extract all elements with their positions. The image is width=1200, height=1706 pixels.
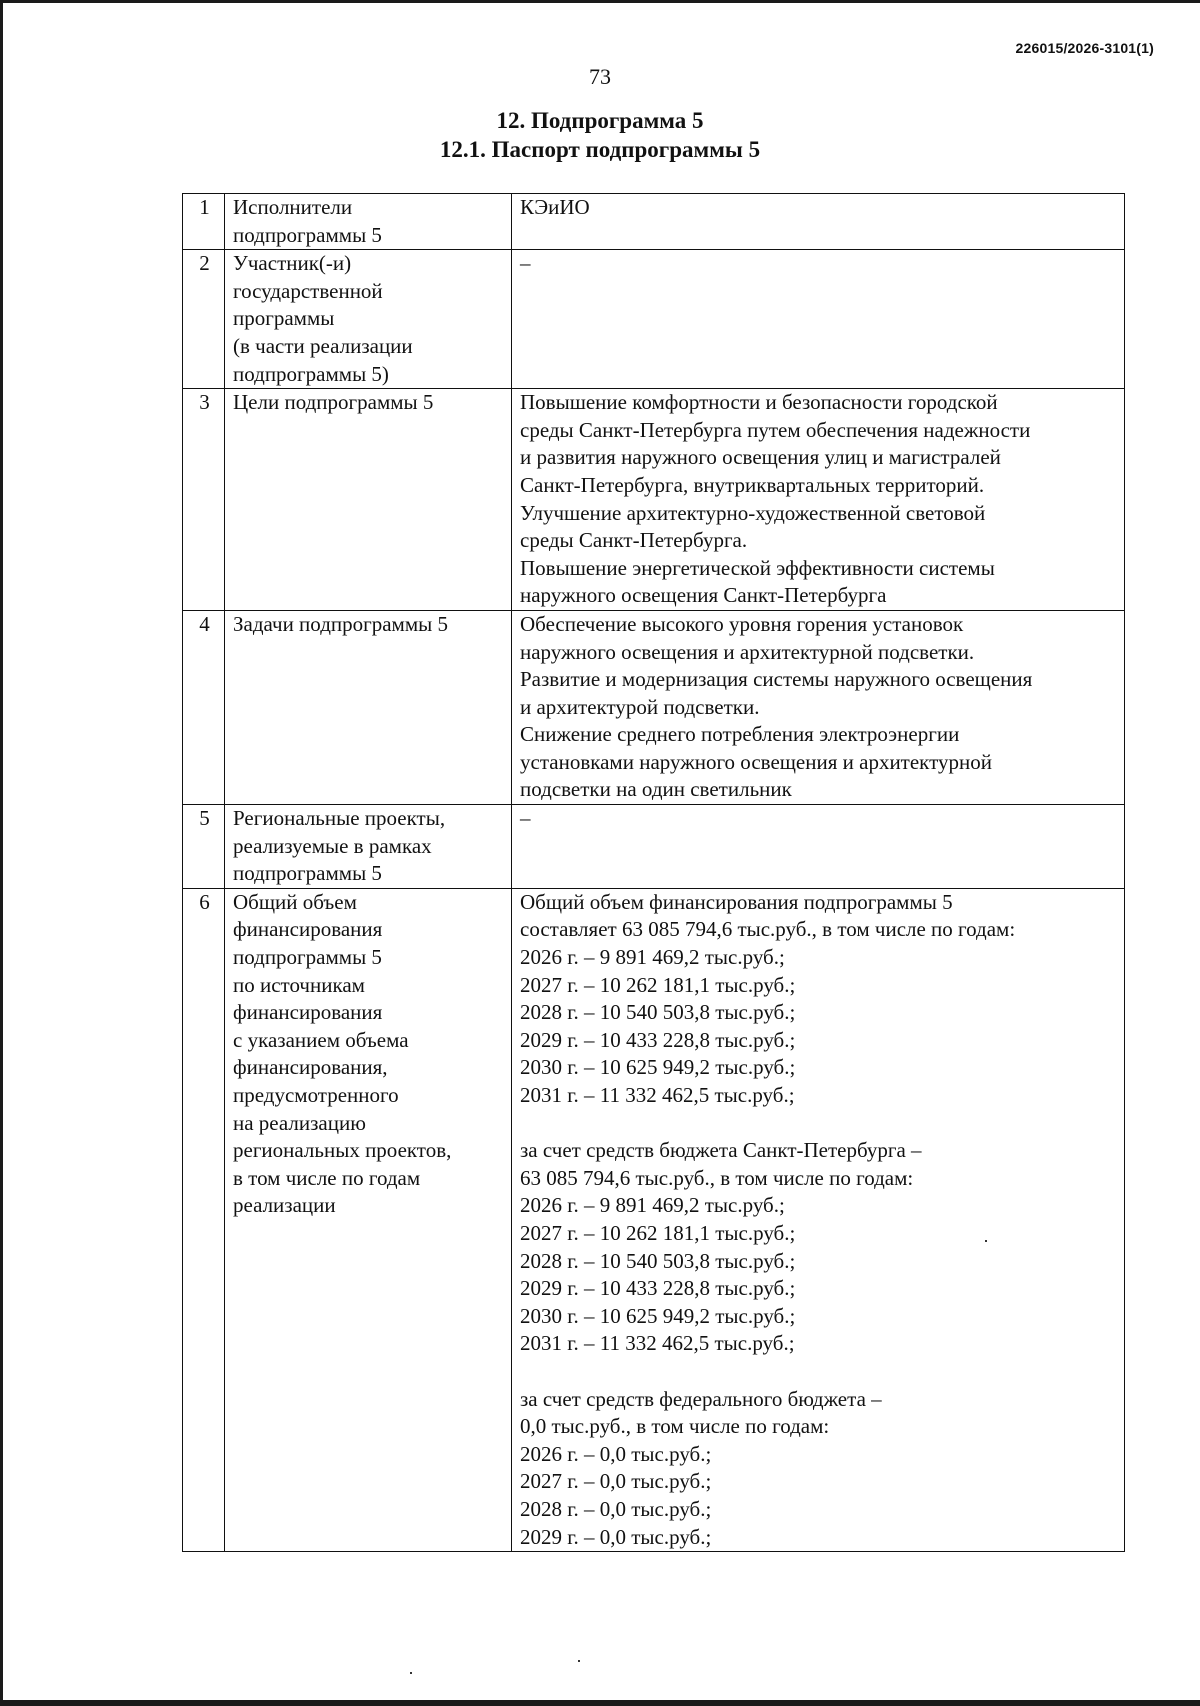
value-line: и архитектурой подсветки. xyxy=(520,694,760,719)
value-line: 0,0 тыс.руб., в том числе по годам: xyxy=(520,1414,830,1439)
value-line: 2028 г. – 10 540 503,8 тыс.руб.; xyxy=(520,1000,796,1025)
passport-row xyxy=(183,610,1125,804)
blank-line xyxy=(520,1110,1118,1138)
row-label xyxy=(225,888,512,1551)
value-line: составляет 63 085 794,6 тыс.руб., в том числе по годам: xyxy=(520,917,1016,942)
row-label xyxy=(225,610,512,804)
label-line: подпрограммы 5 xyxy=(233,222,382,247)
row-value xyxy=(512,194,1125,250)
passport-row xyxy=(183,389,1125,611)
scan-speck xyxy=(410,1672,412,1674)
row-value xyxy=(512,610,1125,804)
label-line: подпрограммы 5 xyxy=(233,945,382,970)
value-line: Санкт-Петербурга, внутриквартальных территорий. xyxy=(520,472,985,497)
section-heading: 12. Подпрограмма 5 xyxy=(496,108,704,133)
label-line: Задачи подпрограммы 5 xyxy=(233,611,448,636)
passport-row xyxy=(183,805,1125,889)
value-line: 2031 г. – 11 332 462,5 тыс.руб.; xyxy=(520,1083,795,1107)
label-line: Региональные проекты, xyxy=(233,806,446,831)
row-value xyxy=(512,888,1125,1551)
value-line: 2029 г. – 10 433 228,8 тыс.руб.; xyxy=(520,1276,796,1301)
scan-speck xyxy=(578,1660,580,1662)
label-line: финансирования xyxy=(233,1000,383,1025)
passport-table-body xyxy=(183,194,1125,1552)
scan-border-top xyxy=(0,0,1200,3)
passport-row xyxy=(183,250,1125,389)
value-line: 63 085 794,6 тыс.руб., в том числе по годам: xyxy=(520,1165,914,1190)
value-line: наружного освещения Санкт-Петербурга xyxy=(520,583,887,608)
value-line: установками наружного освещения и архитектурной xyxy=(520,749,992,774)
label-line: региональных проектов, xyxy=(233,1138,452,1163)
value-line: 2026 г. – 9 891 469,2 тыс.руб.; xyxy=(520,1193,785,1218)
value-line: Обеспечение высокого уровня горения установок xyxy=(520,611,964,636)
row-number: 4 xyxy=(183,610,225,804)
label-line: по источникам xyxy=(233,972,365,997)
row-number: 6 xyxy=(183,888,225,1551)
value-line: за счет средств бюджета Санкт-Петербурга – xyxy=(520,1138,922,1163)
label-line: подпрограммы 5) xyxy=(233,361,389,386)
scan-border-bottom xyxy=(0,1700,1200,1706)
value-line: 2030 г. – 10 625 949,2 тыс.руб.; xyxy=(520,1303,796,1328)
value-line: – xyxy=(520,251,531,276)
value-line: 2030 г. – 10 625 949,2 тыс.руб.; xyxy=(520,1055,796,1080)
label-line: реализации xyxy=(233,1193,336,1218)
row-number: 1 xyxy=(183,194,225,250)
scan-speck xyxy=(985,1240,987,1242)
value-line: Повышение энергетической эффективности системы xyxy=(520,555,995,580)
blank-line xyxy=(520,1358,1118,1386)
label-line: финансирования xyxy=(233,917,383,942)
row-label xyxy=(225,194,512,250)
passport-row xyxy=(183,194,1125,250)
scan-border-left xyxy=(0,0,3,1706)
label-line: на реализацию xyxy=(233,1110,366,1135)
value-line: Улучшение архитектурно-художественной световой xyxy=(520,500,986,525)
row-value xyxy=(512,805,1125,889)
value-line: 2027 г. – 10 262 181,1 тыс.руб.; xyxy=(520,1220,796,1245)
value-line: КЭиИО xyxy=(520,195,590,219)
row-number: 3 xyxy=(183,389,225,611)
document-number: 226015/2026-3101(1) xyxy=(1015,40,1154,56)
value-line: подсветки на один светильник xyxy=(520,777,792,802)
row-number: 5 xyxy=(183,805,225,889)
value-line: наружного освещения и архитектурной подсветки. xyxy=(520,639,975,664)
value-line: 2029 г. – 0,0 тыс.руб.; xyxy=(520,1524,712,1549)
label-line: финансирования, xyxy=(233,1055,388,1080)
passport-table xyxy=(182,193,1125,1552)
label-line: предусмотренного xyxy=(233,1083,399,1107)
value-line: 2027 г. – 0,0 тыс.руб.; xyxy=(520,1469,712,1494)
label-line: Исполнители xyxy=(233,195,353,219)
value-line: – xyxy=(520,806,531,831)
value-line: и развития наружного освещения улиц и магистралей xyxy=(520,445,1001,470)
row-label xyxy=(225,389,512,611)
value-line: за счет средств федерального бюджета – xyxy=(520,1386,882,1411)
value-line: Развитие и модернизация системы наружного освещения xyxy=(520,667,1033,692)
value-line: Общий объем финансирования подпрограммы 5 xyxy=(520,889,953,914)
label-line: в том числе по годам xyxy=(233,1165,421,1190)
value-line: Снижение среднего потребления электроэнергии xyxy=(520,722,960,747)
page-number: 73 xyxy=(589,64,611,89)
value-line: среды Санкт-Петербурга. xyxy=(520,528,748,553)
row-value xyxy=(512,250,1125,389)
value-line: 2031 г. – 11 332 462,5 тыс.руб.; xyxy=(520,1331,795,1356)
row-label xyxy=(225,250,512,389)
label-line: Участник(-и) xyxy=(233,251,352,276)
passport-row xyxy=(183,888,1125,1551)
label-line: реализуемые в рамках xyxy=(233,833,432,858)
label-line: государственной xyxy=(233,278,383,303)
row-value xyxy=(512,389,1125,611)
value-line: 2029 г. – 10 433 228,8 тыс.руб.; xyxy=(520,1027,796,1052)
value-line: 2027 г. – 10 262 181,1 тыс.руб.; xyxy=(520,972,796,997)
row-label xyxy=(225,805,512,889)
label-line: подпрограммы 5 xyxy=(233,861,382,886)
value-line: 2026 г. – 0,0 тыс.руб.; xyxy=(520,1441,712,1466)
label-line: Цели подпрограммы 5 xyxy=(233,390,434,415)
value-line: 2026 г. – 9 891 469,2 тыс.руб.; xyxy=(520,945,785,970)
value-line: 2028 г. – 0,0 тыс.руб.; xyxy=(520,1496,712,1521)
value-line: среды Санкт-Петербурга путем обеспечения надежности xyxy=(520,417,1031,442)
subsection-heading: 12.1. Паспорт подпрограммы 5 xyxy=(439,137,761,162)
label-line: с указанием объема xyxy=(233,1027,409,1052)
value-line: Повышение комфортности и безопасности городской xyxy=(520,390,998,415)
label-line: программы xyxy=(233,306,335,331)
value-line: 2028 г. – 10 540 503,8 тыс.руб.; xyxy=(520,1248,796,1273)
row-number: 2 xyxy=(183,250,225,389)
label-line: Общий объем xyxy=(233,889,357,914)
label-line: (в части реализации xyxy=(233,333,413,358)
